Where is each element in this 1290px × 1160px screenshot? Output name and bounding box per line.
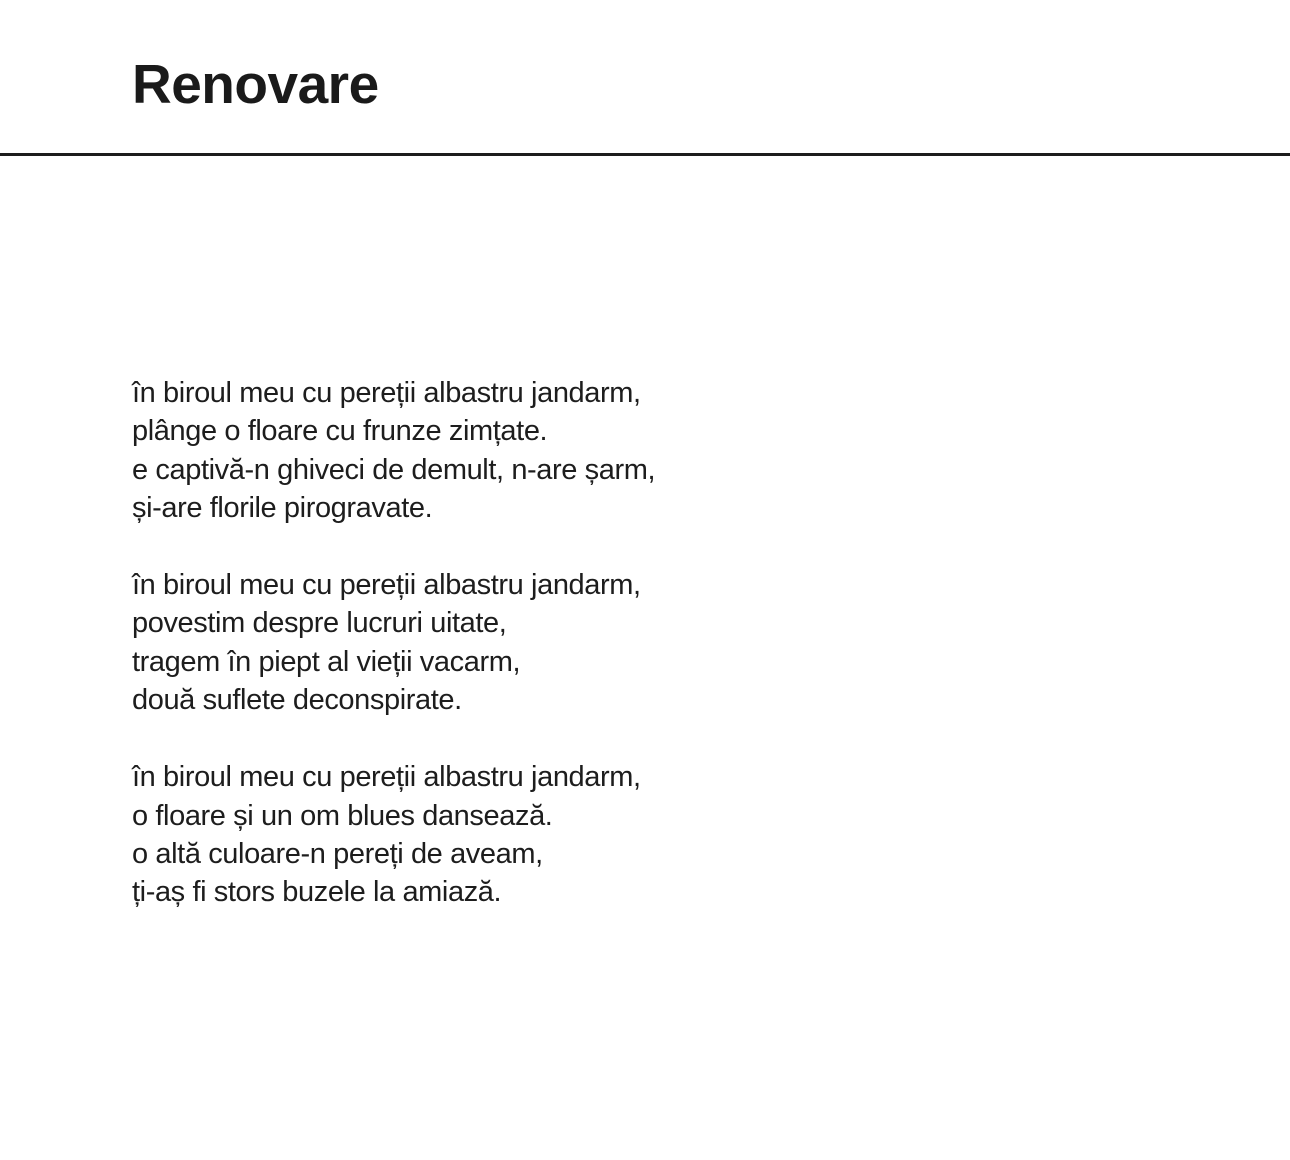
stanza-3 xyxy=(132,758,832,911)
poem-line: în biroul meu cu pereții albastru jandarm, xyxy=(132,569,641,602)
poem-line: în biroul meu cu pereții albastru jandarm, xyxy=(132,761,641,794)
poem-line: două suflete deconspirate. xyxy=(132,684,462,717)
stanza-1 xyxy=(132,374,832,527)
poem-body xyxy=(132,374,832,951)
poem-line: povestim despre lucruri uitate, xyxy=(132,607,507,640)
page-header xyxy=(0,0,1290,155)
stanza-2 xyxy=(132,566,832,719)
poem-line: ți-aș fi stors buzele la amiază. xyxy=(132,876,502,909)
poem-line: în biroul meu cu pereții albastru jandarm, xyxy=(132,377,641,409)
poem-line: tragem în piept al vieții vacarm, xyxy=(132,645,521,678)
poem-line: o floare și un om blues dansează. xyxy=(132,799,553,832)
page-title: Renovare xyxy=(132,53,379,115)
poem-line: plânge o floare cu frunze zimțate. xyxy=(132,415,548,448)
poem-line: o altă culoare-n pereți de aveam, xyxy=(132,837,543,870)
poem-line: e captivă-n ghiveci de demult, n-are șarm, xyxy=(132,453,656,486)
header-divider xyxy=(0,153,1290,156)
poem-line: și-are florile pirogravate. xyxy=(132,491,433,524)
